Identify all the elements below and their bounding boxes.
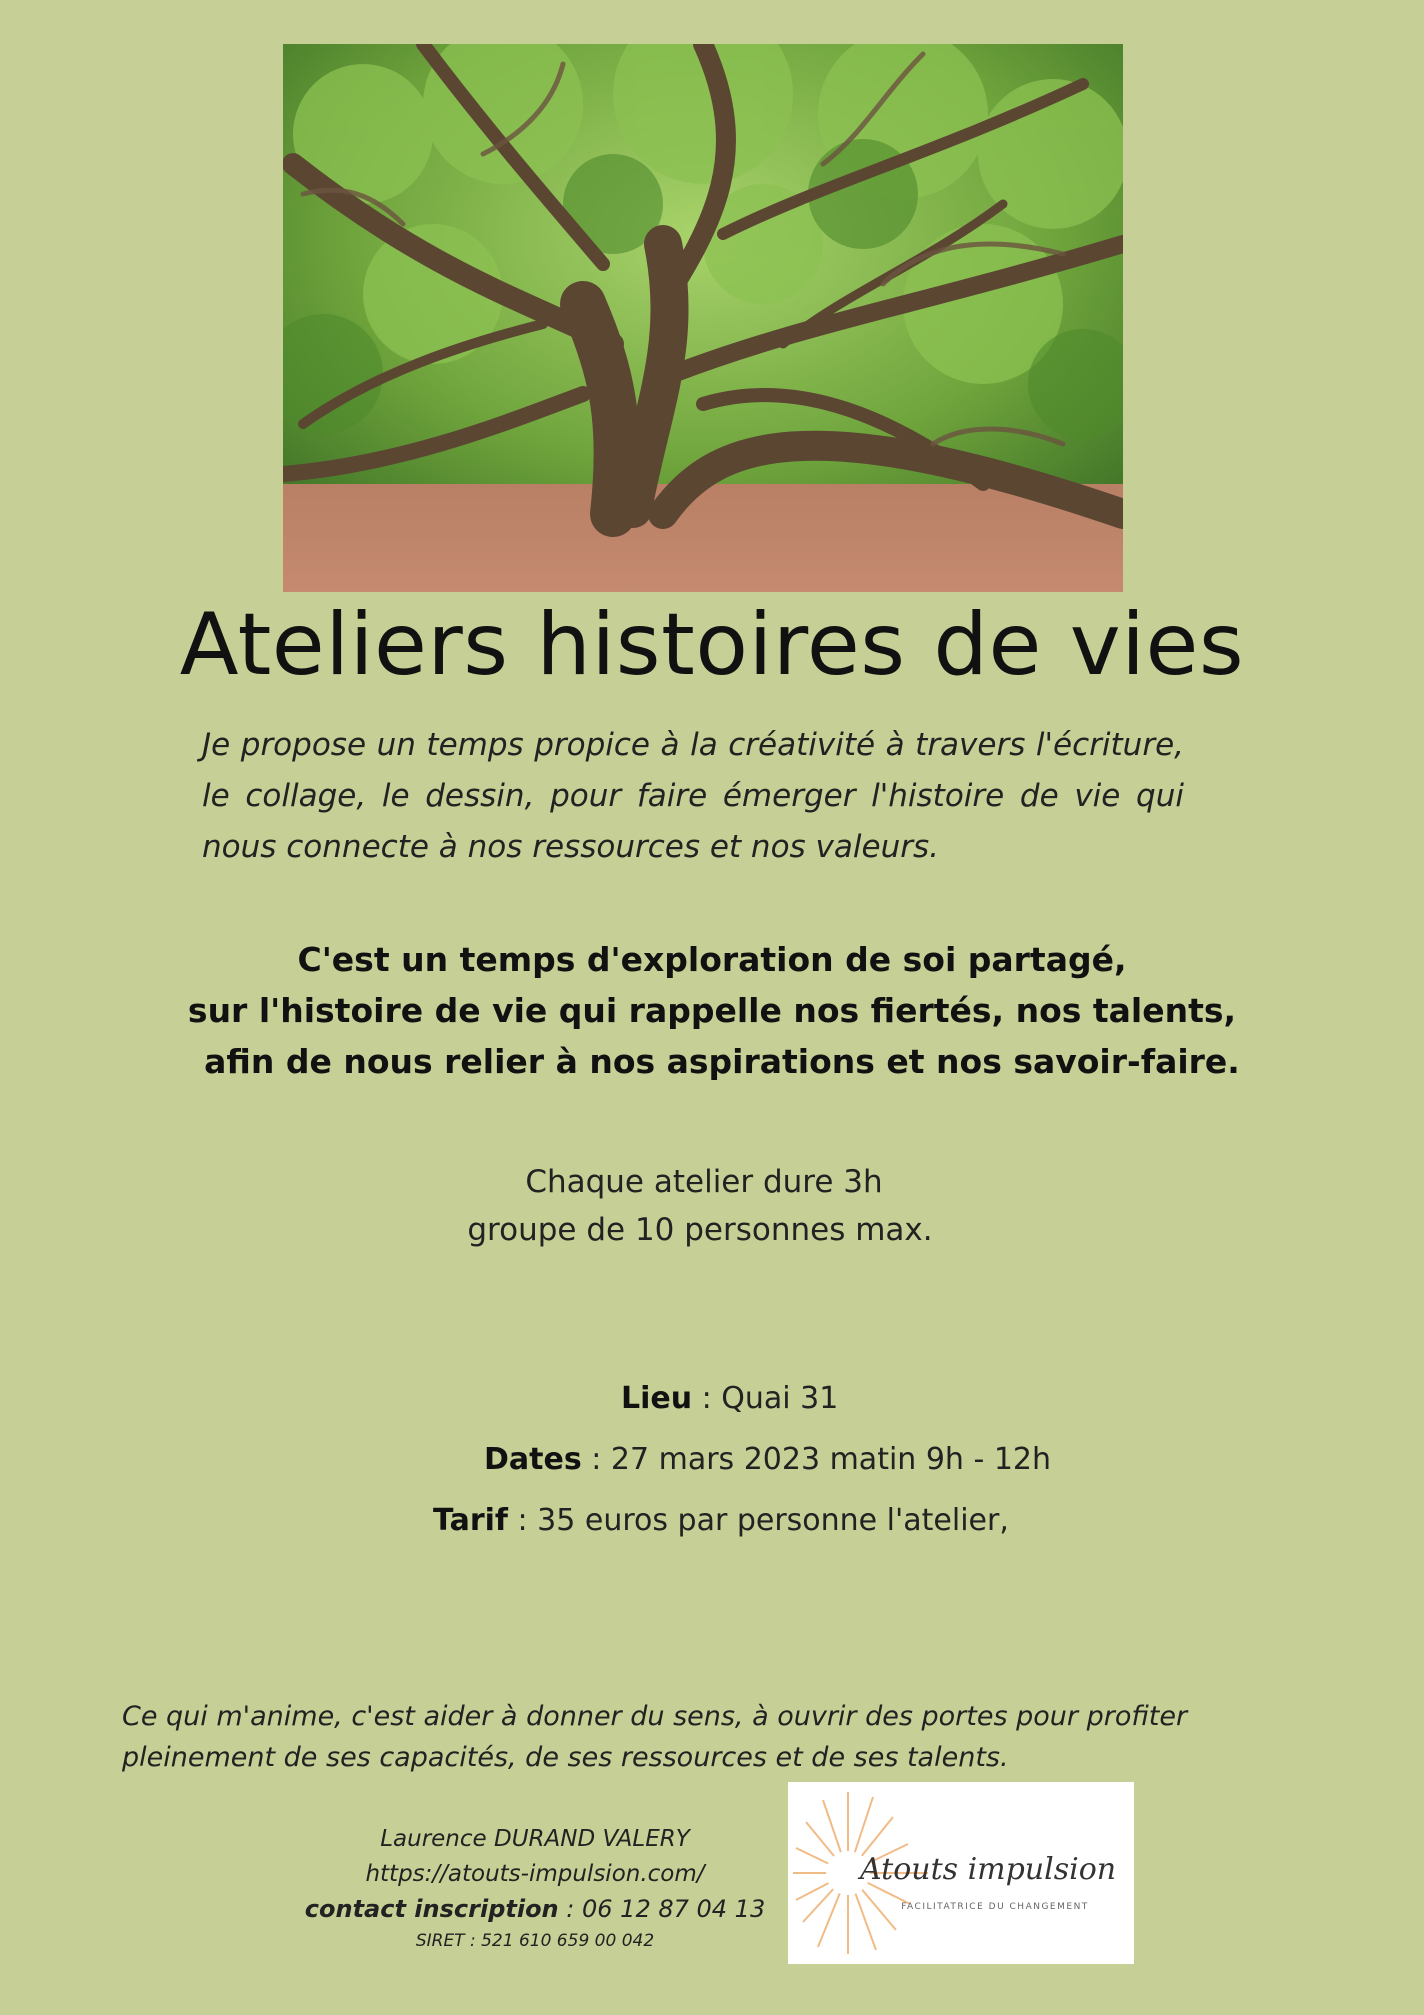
logo-wordmark: Atouts impulsion <box>860 1852 1117 1887</box>
highlight-line-2: sur l'histoire de vie qui rappelle nos fiertés, nos talents, <box>187 991 1237 1030</box>
tarif-label: Tarif <box>433 1503 508 1538</box>
page-title: Ateliers histoires de vies <box>179 595 1245 695</box>
dates-label: Dates <box>484 1442 582 1477</box>
info-tarif <box>433 1503 1009 1538</box>
contact-inscription <box>300 1895 770 1923</box>
duration-text: Chaque atelier dure 3h <box>525 1164 883 1200</box>
closing-statement: Ce qui m'anime, c'est aider à donner du sens, à ouvrir des portes pour profiter pleinement de ses capacités, de ses ressources et de ses talents. <box>122 1701 1188 1773</box>
highlight-line-3: afin de nous relier à nos aspirations et nos savoir-faire. <box>204 1042 1240 1081</box>
info-lieu <box>621 1381 838 1416</box>
contact-name: Laurence DURAND VALERY <box>380 1826 690 1852</box>
contact-siret: SIRET : 521 610 659 00 042 <box>415 1931 655 1951</box>
intro-paragraph: Je propose un temps propice à la créativité à travers l'écriture, le collage, le dessin, pour faire émerger l'histoire de vie qui nous connecte à nos ressources et nos valeurs. <box>202 727 1184 865</box>
group-size-text: groupe de 10 personnes max. <box>467 1212 933 1248</box>
inscription-label: contact inscription <box>304 1895 559 1923</box>
tree-photo <box>283 44 1123 592</box>
inscription-phone[interactable]: : 06 12 87 04 13 <box>558 1895 766 1923</box>
contact-website[interactable]: https://atouts-impulsion.com/ <box>365 1861 705 1887</box>
dates-value: : 27 mars 2023 matin 9h - 12h <box>581 1442 1052 1477</box>
lieu-label: Lieu <box>621 1381 693 1416</box>
lieu-value: : Quai 31 <box>692 1381 839 1416</box>
tarif-value: : 35 euros par personne l'atelier, <box>507 1503 1009 1538</box>
info-dates <box>484 1442 1051 1477</box>
logo-tagline: FACILITATRICE DU CHANGEMENT <box>901 1902 1089 1912</box>
highlight-line-1: C'est un temps d'exploration de soi partagé, <box>297 940 1127 979</box>
